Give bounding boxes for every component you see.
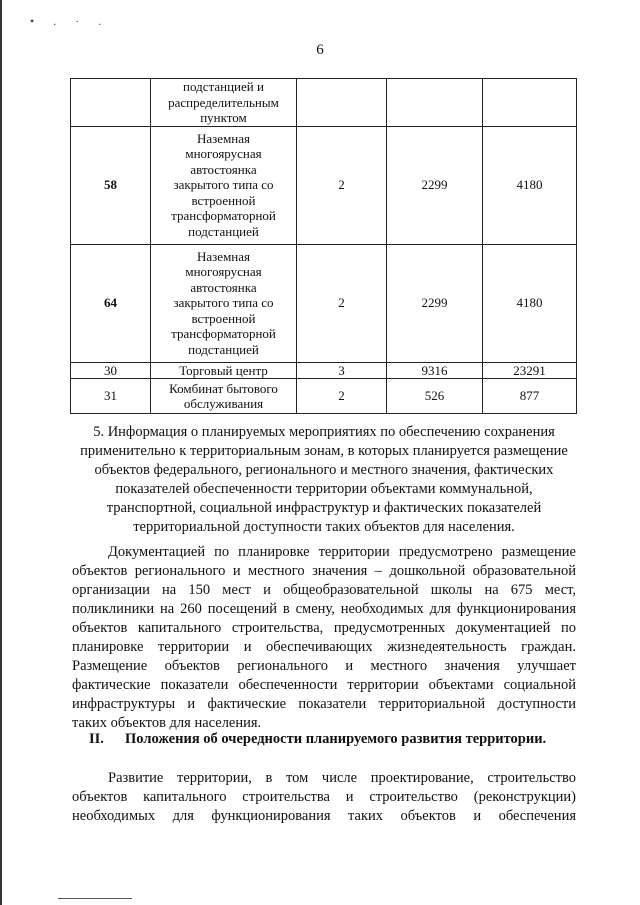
cell-number <box>71 79 151 127</box>
object-name-line: автостоянка <box>190 279 257 295</box>
paragraph-line: организации на 150 мест и общеобразовательной школы на 675 мест, <box>72 582 576 598</box>
paragraph-line: поликлиники на 260 посещений в смену, необходимых для функционирования <box>72 601 576 617</box>
paragraph-line: Документацией по планировке территории предусмотрено размещение <box>108 544 576 560</box>
object-name-line: Наземная <box>197 248 250 264</box>
object-name-line: трансформаторной <box>171 208 276 224</box>
object-name-line: автостоянка <box>190 161 257 177</box>
cell-value-3: 2 <box>297 126 387 244</box>
scan-marks: • . · . <box>30 14 110 28</box>
object-name-line: Комбинат бытового <box>169 380 278 396</box>
cell-object-name <box>151 379 297 414</box>
object-name-line: встроенной <box>191 192 256 208</box>
heading-line: территориальной доступности таких объектов для населения. <box>133 519 515 535</box>
footer-rule <box>58 898 132 899</box>
object-name-line: обслуживания <box>183 396 264 411</box>
objects-table <box>70 78 577 414</box>
paragraph-line: объектов капитального строительства, предусмотренных документацией по <box>72 620 576 636</box>
object-name-line: пунктом <box>200 110 247 125</box>
paragraph-line: необходимых для функционирования таких объектов и обеспечения <box>72 808 576 824</box>
paragraph-line: планировке территории и обеспечивающих жизнедеятельность граждан. <box>72 639 576 655</box>
cell-value-5: 4180 <box>483 126 577 244</box>
paragraph-line: фактические показатели обеспеченности территории объектами социальной <box>72 677 576 693</box>
cell-value-3 <box>297 79 387 127</box>
table-row <box>71 79 577 127</box>
object-name-line: трансформаторной <box>171 326 276 342</box>
object-name-line: распределительным <box>168 94 279 110</box>
paragraph-territory-development <box>72 769 576 826</box>
table-row <box>71 379 577 414</box>
object-name-line: подстанцией <box>188 341 259 357</box>
object-name-line: Наземная <box>197 130 250 146</box>
object-name-line: многоярусная <box>185 146 262 162</box>
cell-object-name <box>151 126 297 244</box>
cell-value-4: 9316 <box>387 362 483 379</box>
table-row <box>71 362 577 379</box>
cell-value-5 <box>483 79 577 127</box>
object-name-line: подстанцией и <box>183 79 264 94</box>
cell-value-5: 23291 <box>483 362 577 379</box>
object-name-line: закрытого типа со <box>173 177 274 193</box>
cell-value-5: 4180 <box>483 244 577 362</box>
cell-value-3: 2 <box>297 244 387 362</box>
section-2-number: II. <box>89 731 104 747</box>
heading-line: показателей обеспеченности территории объектами коммунальной, <box>115 481 533 497</box>
cell-number: 30 <box>71 362 151 379</box>
paragraph-line: объектов регионального и местного значения – дошкольной образовательной <box>72 563 576 579</box>
cell-number: 58 <box>71 126 151 244</box>
cell-value-4: 526 <box>387 379 483 414</box>
cell-number: 31 <box>71 379 151 414</box>
table-row <box>71 244 577 362</box>
object-name-line: встроенной <box>191 310 256 326</box>
paragraph-line: Размещение объектов регионального и местного значения улучшает <box>72 658 576 674</box>
cell-value-4 <box>387 79 483 127</box>
scan-left-edge <box>0 0 2 905</box>
paragraph-line: инфраструктуры и фактические показатели территориальной доступности <box>72 696 576 712</box>
paragraph-line: Развитие территории, в том числе проектирование, строительство <box>108 770 576 786</box>
object-name-line: закрытого типа со <box>173 295 274 311</box>
cell-value-3: 2 <box>297 379 387 414</box>
cell-object-name <box>151 362 297 379</box>
cell-value-3: 3 <box>297 362 387 379</box>
paragraph-line: таких объектов для населения. <box>72 715 262 731</box>
object-name-line: Торговый центр <box>179 362 268 378</box>
section-2-title <box>89 731 546 748</box>
heading-line: применительно к территориальным зонам, в которых планируется размещение <box>80 443 568 459</box>
cell-value-5: 877 <box>483 379 577 414</box>
heading-line: объектов федерального, регионального и местного значения, фактических <box>94 462 554 478</box>
section-5-heading <box>72 423 576 537</box>
cell-object-name <box>151 79 297 127</box>
cell-object-name <box>151 244 297 362</box>
paragraph-planning-documentation <box>72 543 576 733</box>
heading-line: 5. Информация о планируемых мероприятиях по обеспечению сохранения <box>93 424 555 440</box>
cell-value-4: 2299 <box>387 244 483 362</box>
paragraph-line: объектов капитального строительства и строительство (реконструкции) <box>72 789 576 805</box>
table-row <box>71 126 577 244</box>
cell-value-4: 2299 <box>387 126 483 244</box>
object-name-line: многоярусная <box>185 264 262 280</box>
page-number: 6 <box>316 42 324 58</box>
object-name-line: подстанцией <box>188 223 259 239</box>
heading-line: транспортной, социальной инфраструктур и фактических показателей <box>106 500 542 516</box>
cell-number: 64 <box>71 244 151 362</box>
section-2-title-text: Положения об очередности планируемого развития территории. <box>125 731 547 747</box>
